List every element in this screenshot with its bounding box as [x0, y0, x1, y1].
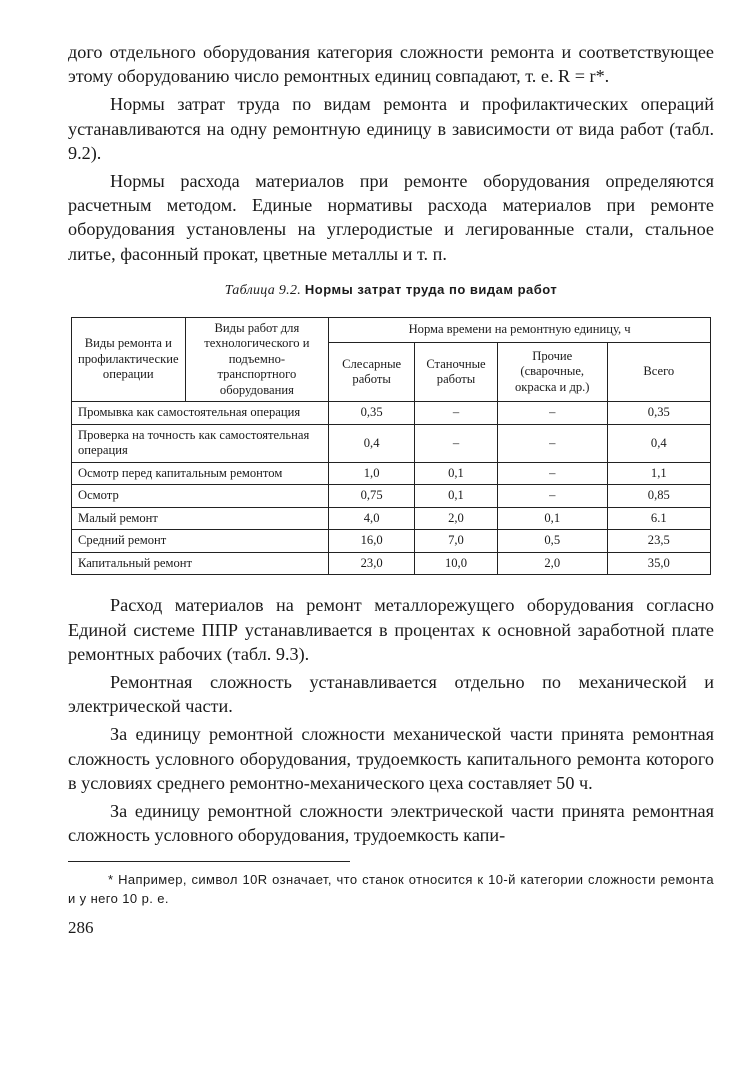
- cell-c2: 0,1: [415, 485, 498, 508]
- table-caption: [68, 282, 714, 299]
- paragraph-material-norms: Нормы расхода материалов при ремонте оборудования определяются расчетным методом. Единые нормативы расхода материалов при ремонте оборудования установлены на углеродистые и легированные стали, стальное литье, фасонный прокат, цветные металлы и т. п.: [68, 171, 714, 264]
- footnote: * Например, символ 10R означает, что станок относится к 10-й категории сложности ремонта и у него 10 р. е.: [68, 872, 714, 907]
- row-label: Капитальный ремонт: [72, 552, 329, 575]
- header-other-work: Прочие (сварочные, окраска и др.): [497, 342, 607, 401]
- table-row: [72, 402, 711, 425]
- cell-c2: 2,0: [415, 507, 498, 530]
- cell-c1: 0,35: [329, 402, 415, 425]
- cell-c1: 0,75: [329, 485, 415, 508]
- cell-c1: 23,0: [329, 552, 415, 575]
- cell-c3: –: [497, 402, 607, 425]
- page-number: 286: [68, 918, 94, 938]
- cell-c4: 35,0: [607, 552, 710, 575]
- paragraph-repair-complexity: Ремонтная сложность устанавливается отдельно по механической и электрической части.: [68, 671, 714, 717]
- cell-c3: 0,5: [497, 530, 607, 553]
- labor-norms-table: [71, 317, 711, 576]
- footnote-divider: [68, 861, 350, 862]
- header-time-norm: Норма времени на ремонтную единицу, ч: [329, 317, 711, 342]
- table-row: [72, 485, 711, 508]
- paragraph-labor-norms: Нормы затрат труда по видам ремонта и профилактических операций устанавливаются на одну ремонтную единицу в зависимости от вида работ (табл. 9.2).: [68, 94, 714, 163]
- cell-c3: –: [497, 462, 607, 485]
- cell-c2: 7,0: [415, 530, 498, 553]
- cell-c4: 0,85: [607, 485, 710, 508]
- cell-c1: 4,0: [329, 507, 415, 530]
- header-total: Всего: [607, 342, 710, 401]
- paragraph-electrical-unit: За единицу ремонтной сложности электрической части принята ремонтная сложность условного оборудования, трудоемкость капи-: [68, 800, 714, 846]
- header-work-type: Виды работ для технологического и подъемно-транспортного оборудования: [185, 317, 329, 402]
- header-fitter-work: Слесарные работы: [329, 342, 415, 401]
- cell-c4: 1,1: [607, 462, 710, 485]
- table-row: [72, 552, 711, 575]
- row-label: Проверка на точность как самостоятельная операция: [72, 424, 329, 462]
- cell-c4: 6.1: [607, 507, 710, 530]
- cell-c2: –: [415, 424, 498, 462]
- row-label: Средний ремонт: [72, 530, 329, 553]
- table-number: Таблица 9.2.: [224, 282, 302, 298]
- cell-c3: –: [497, 424, 607, 462]
- cell-c1: 0,4: [329, 424, 415, 462]
- row-label: Малый ремонт: [72, 507, 329, 530]
- paragraph-continuation: дого отдельного оборудования категория сложности ремонта и соответствующее этому оборудованию число ремонтных единиц совпадают, т. е. R = r*.: [68, 42, 714, 87]
- table-row: [72, 424, 711, 462]
- cell-c3: 2,0: [497, 552, 607, 575]
- cell-c3: –: [497, 485, 607, 508]
- cell-c3: 0,1: [497, 507, 607, 530]
- cell-c4: 23,5: [607, 530, 710, 553]
- header-repair-type: Виды ремонта и профилактические операции: [72, 317, 186, 402]
- page: [68, 40, 714, 938]
- header-machine-work: Станочные работы: [415, 342, 498, 401]
- cell-c1: 16,0: [329, 530, 415, 553]
- row-label: Осмотр: [72, 485, 329, 508]
- cell-c2: –: [415, 402, 498, 425]
- paragraph-materials-cost: Расход материалов на ремонт металлорежущего оборудования согласно Единой системе ППР устанавливается в процентах к основной заработной плате ремонтных рабочих (табл. 9.3).: [68, 595, 714, 664]
- cell-c1: 1,0: [329, 462, 415, 485]
- cell-c4: 0,4: [607, 424, 710, 462]
- cell-c2: 0,1: [415, 462, 498, 485]
- table-row: [72, 462, 711, 485]
- row-label: Осмотр перед капитальным ремонтом: [72, 462, 329, 485]
- cell-c4: 0,35: [607, 402, 710, 425]
- table-row: [72, 507, 711, 530]
- table-title: Нормы затрат труда по видам работ: [304, 281, 558, 297]
- table-row: [72, 530, 711, 553]
- cell-c2: 10,0: [415, 552, 498, 575]
- paragraph-mechanical-unit: За единицу ремонтной сложности механической части принята ремонтная сложность условного оборудования, трудоемкость капитального ремонта которого в условиях среднего ремонтно-механического цеха составляет 50 ч.: [68, 724, 714, 793]
- row-label: Промывка как самостоятельная операция: [72, 402, 329, 425]
